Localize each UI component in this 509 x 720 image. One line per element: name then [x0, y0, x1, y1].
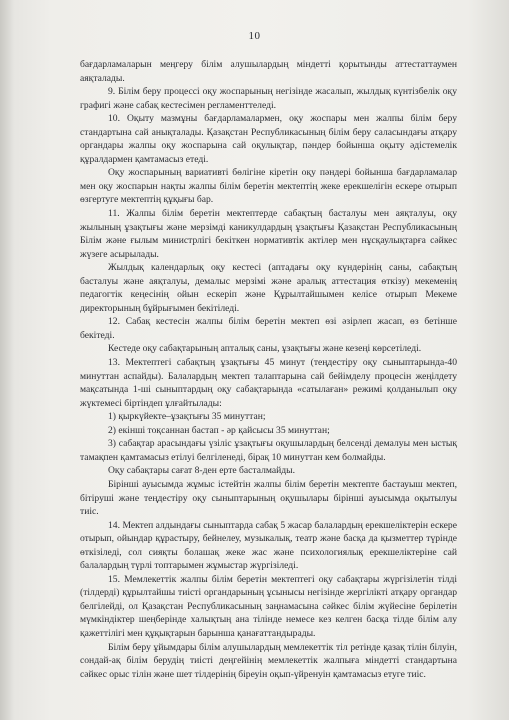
page-binding-shadow	[0, 0, 14, 720]
paragraph: 3) сабақтар арасындағы үзіліс ұзақтығы оқушылардың белсенді демалуы мен ыстық тамақпен қамтамасыз етілуі белгіленеді, бірақ 10 минуттан кем болмайды.	[80, 438, 457, 463]
paragraph: 11. Жалпы білім беретін мектептерде сабақтың басталуы мен аяқталуы, оқу жылының ұзақтығы және мерзімді каникулдардың ұзақтығы Қазақстан Республикасының Білім және ғылым министрлігі бекіткен нормативтік актілер мен нұсқаулықтарға сәйкес жүзеге асырылады.	[80, 208, 457, 260]
paragraph: Бірінші ауысымда жұмыс істейтін жалпы білім беретін мектепте бастауыш мектеп, бітіруші және теңдестіру оқу сыныптарының оқушылары бірінші ауысымда оқытылуы тиіс.	[80, 478, 457, 518]
paragraph: Білім беру ұйымдары білім алушылардың мемлекеттік тіл ретінде қазақ тілін білуін, сондай-ақ білім берудің тиісті деңгейінің мемлекеттік жалпыға міндетті стандартына сәйкес орыс тілін және шет тілдерінің біреуін оқып-үйренуін қамтамасыз етуге тиіс.	[80, 641, 457, 680]
paragraph: Оқу сабақтары сағат 8-ден ерте басталмайды.	[108, 465, 295, 477]
paragraph: 2) екінші тоқсаннан бастап - әр қайсысы 35 минуттан;	[108, 424, 330, 436]
paragraph: 1) қыркүйекте–ұзақтығы 35 минуттан;	[108, 411, 266, 423]
paragraph: 12. Сабақ кестесін жалпы білім беретін мектеп өзі әзірлеп жасап, өз бетінше бекітеді.	[80, 316, 457, 341]
paragraph: бағдарламаларын меңгеру білім алушылардың міндетті қорытынды аттестаттаумен аяқталады.	[80, 59, 457, 84]
paragraph: 9. Білім беру процессі оқу жоспарының негізінде жасалып, жылдық күнтізбелік оқу графигі және сабақ кестесімен регламенттеледі.	[80, 86, 457, 111]
page-number: 10	[248, 30, 261, 42]
paragraph: Оқу жоспарының вариативті бөлігіне кіретін оқу пәндері бойынша бағдарламалар мен оқу жоспарын нақты жалпы білім беретін мектептің жеке ерекшелігін ескере отырып өзгертуге мектептің құқығы бар.	[80, 167, 457, 206]
document-body	[80, 58, 457, 681]
paragraph: 15. Мемлекеттік жалпы білім беретін мектептегі оқу сабақтары жүргізілетін тілді (тілдерді) құрылтайшы тиісті органдарының ұсынысы негізінде жергілікті атқару органдар белгілейді, ол Қазақстан Республикасының заңнамасына сәйкес білім жүйесіне берілетін мүмкіндіктер шеңберінде халықтың ана тілінде немесе кез келген басқа тілде білім алу қажеттілігі мен құқықтарын барынша қанағаттандырады.	[80, 573, 457, 639]
paragraph: 14. Мектеп алдындағы сыныптарда сабақ 5 жасар балалардың ерекшеліктерін ескере отырып, ойындар құрастыру, бейнелеу, музыкалық, театр және басқа да қызметтер түрінде өткізіледі, сол сияқты болашақ жеке жас және психологиялық ерекшеліктеріне сай балалардың түрлі топтарымен жұмыстар жүргізіледі.	[80, 519, 457, 572]
paragraph: 10. Оқыту мазмұны бағдарламалармен, оқу жоспары мен жалпы білім беру стандартына сай анықталады. Қазақстан Республикасының білім беру саласындағы атқару органдары жалпы оқу жоспарына сай оқулықтар, пәндер бойынша оқыту әдістемелік құралдармен қамтамасыз етеді.	[80, 113, 457, 165]
paragraph: Жылдық календарлық оқу кестесі (аптадағы оқу күндерінің саны, сабақтың басталуы және аяқталуы, демалыс мерзімі және аралық аттестация өткізу) мекеменің педагогтік кеңесінің ойын ескеріп және Құрылтайшымен келісе отырып Мекеме директорының бұйрығымен бекітіледі.	[80, 262, 457, 314]
paragraph: Кестеде оқу сабақтарының апталық саны, ұзақтығы және кезеңі көрсетіледі.	[108, 343, 422, 355]
paragraph: 13. Мектептегі сабақтың ұзақтығы 45 минут (теңдестіру оқу сыныптарында-40 минуттан аспайды). Балалардың мектеп талаптарына сай бейімделу процесін жеңілдету мақсатында 1-ші сыныптардың оқу сабақтарында «сатылаған» режимі қолданылып оқу жүктемесі біртіндеп ұлғайтылады:	[80, 357, 457, 409]
